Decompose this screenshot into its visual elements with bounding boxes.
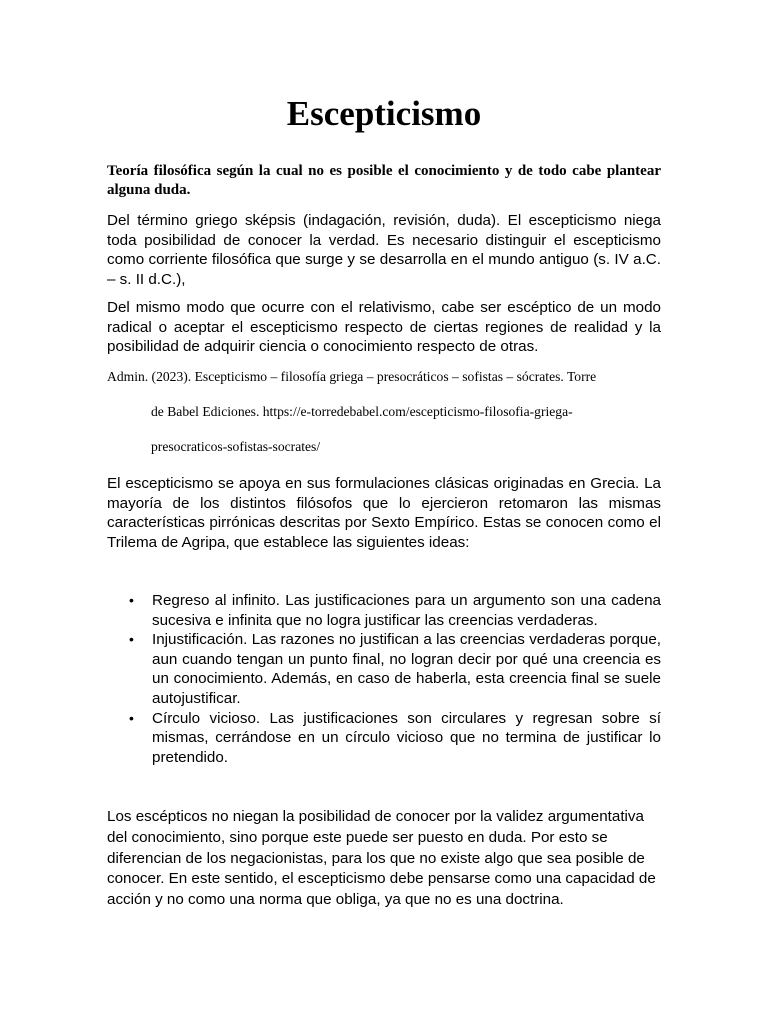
- paragraph-definition: Del término griego sképsis (indagación, revisión, duda). El escepticismo niega toda posibilidad de conocer la verdad. Es necesario distinguir el escepticismo como corriente filosófica que surge y se desarrolla en el mundo antiguo (s. IV a.C. – s. II d.C.),: [107, 212, 661, 288]
- citation-line-3: presocraticos-sofistas-socrates/: [151, 439, 321, 454]
- trilemma-list: [107, 591, 661, 767]
- bullet-icon: •: [129, 592, 134, 608]
- bullet-icon: •: [129, 631, 134, 648]
- list-item: [107, 630, 661, 708]
- bullet-icon: •: [129, 709, 134, 726]
- paragraph-relativism: Del mismo modo que ocurre con el relativismo, cabe ser escéptico de un modo radical o aceptar el escepticismo respecto de ciertas regiones de realidad y la posibilidad de adquirir ciencia o conocimiento respecto de otras.: [107, 299, 661, 356]
- paragraph-trilemma-intro: El escepticismo se apoya en sus formulaciones clásicas originadas en Grecia. La mayoría de los distintos filósofos que lo ejercieron retomaron las mismas características pirrónicas descritas por Sexto Empírico. Estas se conocen como el Trilema de Agripa, que establece las siguientes ideas:: [107, 475, 661, 551]
- document-title: Escepticismo: [286, 94, 482, 133]
- citation-line-2: de Babel Ediciones. https://e-torredebabel.com/escepticismo-filosofia-griega-: [151, 404, 573, 419]
- citation-line-1: Admin. (2023). Escepticismo – filosofía griega – presocráticos – sofistas – sócrates. Torre: [107, 369, 597, 384]
- list-item: [107, 591, 661, 630]
- list-item-text: Círculo vicioso. Las justificaciones son circulares y regresan sobre sí mismas, cerrándose en un círculo vicioso que no termina de justificar lo pretendido.: [152, 709, 661, 766]
- list-item-text: Injustificación. Las razones no justifican a las creencias verdaderas porque, aun cuando tengan un punto final, no logran decir por qué una creencia es un conocimiento. Además, en caso de haberla, esta creencia final se suele autojustificar.: [152, 631, 661, 707]
- document-subtitle: Teoría filosófica según la cual no es posible el conocimiento y de todo cabe plantear alguna duda.: [107, 163, 661, 198]
- list-item: [107, 709, 661, 768]
- list-item-text: Regreso al infinito. Las justificaciones para un argumento son una cadena sucesiva e infinita que no logra justificar las creencias verdaderas.: [152, 592, 661, 629]
- paragraph-conclusion: Los escépticos no niegan la posibilidad de conocer por la validez argumentativa del conocimiento, sino porque este puede ser puesto en duda. Por esto se diferencian de los negacionistas, para los que no existe algo que sea posible de conocer. En este sentido, el escepticismo debe pensarse como una capacidad de acción y no como una norma que obliga, ya que no es una doctrina.: [107, 808, 656, 909]
